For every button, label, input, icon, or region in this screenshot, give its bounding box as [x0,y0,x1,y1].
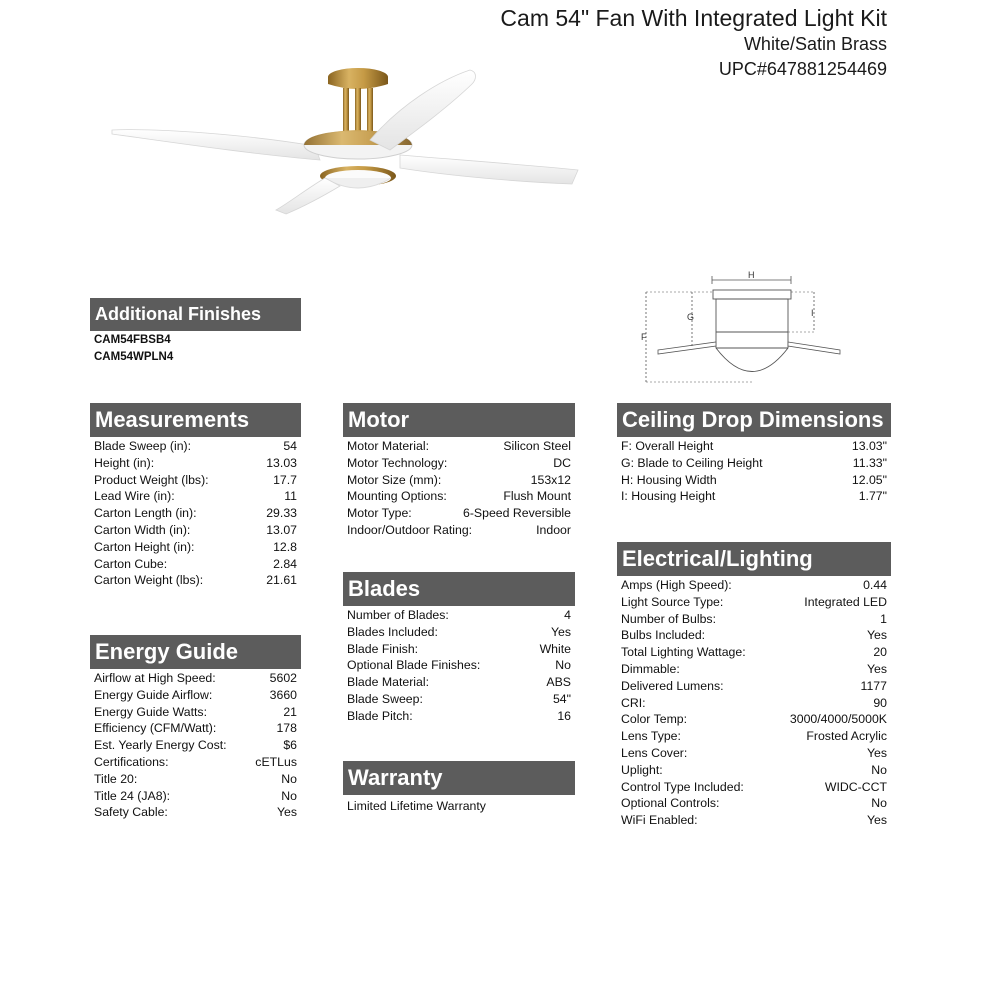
spec-label: Blade Pitch: [347,708,413,723]
motor-heading: Motor [343,403,575,437]
spec-value: 178 [276,721,297,736]
spec-value: 13.03 [266,455,297,470]
blades-section [343,572,575,725]
spec-label: Carton Width (in): [94,522,191,537]
spec-row [621,472,887,489]
spec-value: No [871,762,887,777]
spec-row [94,539,297,556]
spec-value: Indoor [536,522,571,537]
spec-row [94,687,297,704]
spec-value: 16 [557,708,571,723]
energy-guide-rows [90,669,301,821]
spec-row [621,695,887,712]
spec-row [94,488,297,505]
spec-label: Energy Guide Airflow: [94,687,213,702]
spec-row [94,754,297,771]
spec-value: 90 [873,695,887,710]
spec-value: 13.07 [266,522,297,537]
spec-label: Lens Cover: [621,745,688,760]
spec-label: Energy Guide Watts: [94,704,207,719]
spec-value: Yes [866,745,887,760]
spec-value: 1177 [860,678,887,693]
spec-label: Lens Type: [621,729,681,744]
spec-label: Blade Sweep (in): [94,439,192,453]
spec-row [94,505,297,522]
diagram-label-h: H [748,270,755,280]
spec-value: 5602 [269,671,297,685]
spec-row [621,762,887,779]
ceiling-drop-diagram [636,270,846,390]
spec-row [94,804,297,821]
spec-label: Lead Wire (in): [94,489,175,504]
spec-row [347,505,571,522]
spec-label: CRI: [621,695,646,710]
spec-value: Yes [276,805,297,820]
spec-value: 21.61 [266,573,297,588]
spec-label: Carton Height (in): [94,539,195,554]
blades-rows [343,606,575,725]
spec-label: Optional Blade Finishes: [347,658,481,673]
fan-blade [400,155,578,184]
ceiling-drop-heading: Ceiling Drop Dimensions [617,403,891,437]
spec-row [347,624,571,641]
spec-value: 2.84 [273,556,297,571]
electrical-section [617,542,891,829]
spec-label: Blade Finish: [347,641,419,656]
spec-row [621,745,887,762]
spec-row [94,704,297,721]
spec-label: Motor Type: [347,506,412,521]
spec-row [621,795,887,812]
spec-value: 3660 [269,687,297,702]
spec-row [94,455,297,472]
spec-value: No [281,771,297,786]
spec-value: cETLus [255,754,297,769]
diagram-label-i: I [811,308,814,318]
spec-value: No [871,796,887,811]
spec-value: Silicon Steel [503,439,571,453]
spec-label: Number of Bulbs: [621,611,717,626]
ceiling-drop-section [617,403,891,505]
diagram-label-g: G [687,312,695,322]
spec-row [94,788,297,805]
finish-item: CAM54WPLN4 [94,350,174,363]
spec-label: Mounting Options: [347,489,447,504]
electrical-rows [617,576,891,829]
spec-value: White [539,641,571,656]
spec-label: Uplight: [621,762,663,777]
spec-row [94,670,297,687]
spec-row [621,577,887,594]
spec-label: Height (in): [94,455,155,470]
electrical-heading: Electrical/Lighting [617,542,891,576]
blades-heading: Blades [343,572,575,606]
spec-value: 0.44 [863,578,887,592]
spec-value: Integrated LED [804,594,887,609]
spec-label: Product Weight (lbs): [94,472,209,487]
motor-section [343,403,575,539]
spec-value: 13.03" [851,439,887,453]
spec-row [347,708,571,725]
spec-label: H: Housing Width [621,472,717,487]
spec-row [621,661,887,678]
warranty-text: Limited Lifetime Warranty [347,799,486,813]
spec-label: Dimmable: [621,661,680,676]
spec-value: 54 [283,439,297,453]
spec-row [621,711,887,728]
spec-row [621,812,887,829]
spec-label: Bulbs Included: [621,628,706,643]
ceiling-fan-image [100,50,590,220]
spec-row [347,674,571,691]
spec-row [621,611,887,628]
measurements-heading: Measurements [90,403,301,437]
product-upc: UPC#647881254469 [718,59,887,79]
spec-row [94,522,297,539]
warranty-heading: Warranty [343,761,575,795]
spec-value: No [281,788,297,803]
spec-row [621,455,887,472]
spec-row [347,455,571,472]
spec-label: Blade Sweep: [347,691,423,706]
spec-label: Safety Cable: [94,805,168,820]
spec-value: 4 [564,608,571,622]
spec-label: Airflow at High Speed: [94,671,216,685]
fan-blade [112,130,320,160]
spec-label: Indoor/Outdoor Rating: [347,522,473,537]
spec-label: Efficiency (CFM/Watt): [94,721,217,736]
spec-label: Motor Size (mm): [347,472,442,487]
spec-row [347,691,571,708]
spec-label: Motor Material: [347,439,430,453]
spec-label: Blade Material: [347,675,430,690]
spec-value: 153x12 [530,472,571,487]
spec-label: Control Type Included: [621,779,744,794]
spec-row [347,641,571,658]
additional-finishes-heading: Additional Finishes [90,298,301,331]
warranty-section [343,761,575,815]
spec-value: Frosted Acrylic [806,729,887,744]
spec-label: Optional Controls: [621,796,720,811]
spec-row [94,556,297,573]
spec-row [94,737,297,754]
spec-row [347,488,571,505]
spec-value: 21 [283,704,297,719]
spec-value: $6 [283,738,297,753]
finish-item: CAM54FBSB4 [94,334,171,346]
spec-value: 11.33" [852,455,887,470]
product-finish: White/Satin Brass [743,34,887,54]
spec-label: I: Housing Height [621,489,716,504]
spec-row [621,438,887,455]
diagram-label-f: F [641,332,647,342]
spec-value: 1.77" [858,489,887,504]
spec-label: Amps (High Speed): [621,578,732,592]
spec-value: Yes [550,624,571,639]
spec-value: WIDC-CCT [824,779,887,794]
spec-label: Color Temp: [621,712,688,727]
spec-value: Yes [866,628,887,643]
spec-label: Carton Weight (lbs): [94,573,204,588]
spec-row [621,779,887,796]
spec-label: Delivered Lumens: [621,678,724,693]
spec-value: Yes [866,813,887,828]
spec-label: Number of Blades: [347,608,449,622]
spec-label: Total Lighting Wattage: [621,645,746,660]
spec-label: G: Blade to Ceiling Height [621,455,763,470]
spec-value: 20 [873,645,887,660]
energy-guide-heading: Energy Guide [90,635,301,669]
spec-label: Carton Cube: [94,556,168,571]
spec-row [347,472,571,489]
spec-value: ABS [546,675,571,690]
spec-row [621,488,887,505]
spec-row [621,627,887,644]
spec-row [347,522,571,539]
spec-value: 12.05" [851,472,887,487]
spec-value: 29.33 [266,506,297,521]
ceiling-drop-rows [617,437,891,505]
spec-label: Est. Yearly Energy Cost: [94,738,227,753]
spec-row [621,678,887,695]
spec-label: Carton Length (in): [94,506,197,521]
motor-rows [343,437,575,539]
spec-value: 12.8 [273,539,297,554]
spec-row [347,607,571,624]
spec-row [94,572,297,589]
energy-guide-section [90,635,301,821]
spec-row [94,438,297,455]
spec-value: DC [553,455,571,470]
spec-value: 3000/4000/5000K [789,712,887,727]
spec-value: 17.7 [273,472,297,487]
spec-row [94,771,297,788]
spec-row [94,472,297,489]
additional-finishes-section [90,298,301,365]
spec-value: 54" [552,691,571,706]
spec-value: Flush Mount [503,489,571,504]
spec-row [347,438,571,455]
spec-value: Yes [866,661,887,676]
spec-label: F: Overall Height [621,439,714,453]
fan-blade [276,178,340,214]
spec-value: 1 [880,611,887,626]
spec-label: Certifications: [94,754,169,769]
spec-value: 6-Speed Reversible [462,506,571,521]
spec-row [94,720,297,737]
product-title: Cam 54" Fan With Integrated Light Kit [500,5,887,31]
spec-label: Title 20: [94,771,138,786]
spec-value: 11 [284,489,297,504]
spec-label: Light Source Type: [621,594,724,609]
measurements-section [90,403,301,589]
spec-value: No [555,658,571,673]
spec-label: Motor Technology: [347,455,448,470]
spec-row [621,728,887,745]
spec-row [621,594,887,611]
spec-row [347,657,571,674]
spec-label: WiFi Enabled: [621,813,698,828]
measurements-rows [90,437,301,589]
spec-label: Blades Included: [347,624,438,639]
spec-label: Title 24 (JA8): [94,788,171,803]
spec-row [621,644,887,661]
